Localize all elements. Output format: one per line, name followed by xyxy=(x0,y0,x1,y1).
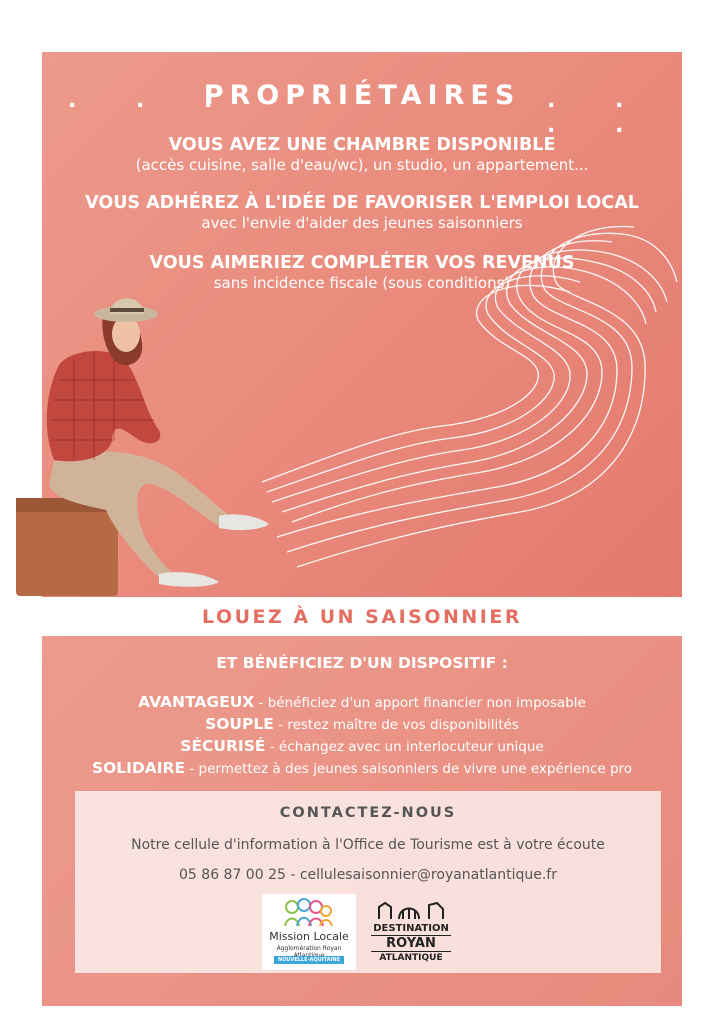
destination-label: DESTINATION xyxy=(373,923,449,934)
benefit-item xyxy=(42,692,682,714)
benefit-key: AVANTAGEUX xyxy=(138,693,255,711)
bottom-panel xyxy=(42,636,682,1006)
atlantique-label: ATLANTIQUE xyxy=(379,953,443,963)
decorative-dots-right: . . . . xyxy=(547,88,650,138)
traveller-illustration xyxy=(14,280,284,598)
region-badge: NOUVELLE-AQUITAINE xyxy=(274,956,344,964)
people-icon xyxy=(282,898,336,928)
contact-box xyxy=(75,791,661,973)
mission-locale-subtitle: Agglomération Royan xyxy=(276,945,342,952)
contact-description: Notre cellule d'information à l'Office de Tourisme est à votre écoute xyxy=(131,837,605,853)
royan-emblem-icon xyxy=(375,899,447,921)
benefits-list xyxy=(42,692,682,780)
offer-block-room xyxy=(42,134,682,175)
benefit-text: - restez maître de vos disponibilités xyxy=(273,717,519,733)
decorative-dots-left: . . . xyxy=(68,88,239,113)
destination-royan-logo xyxy=(371,899,451,969)
offer-detail: (accès cuisine, salle d'eau/wc), un studio, un appartement... xyxy=(135,156,589,174)
offer-detail: sans incidence fiscale (sous conditions) xyxy=(213,274,511,292)
royan-label: ROYAN xyxy=(371,935,451,952)
offer-block-local-employment xyxy=(42,192,682,233)
benefit-item xyxy=(42,736,682,758)
page-title: PROPRIÉTAIRES xyxy=(203,80,521,111)
offer-heading: VOUS ADHÉREZ À L'IDÉE DE FAVORISER L'EMPLOI LOCAL xyxy=(85,193,639,213)
mission-locale-logo xyxy=(262,894,356,970)
benefit-key: SOUPLE xyxy=(205,715,274,733)
contact-phone-email[interactable]: 05 86 87 00 25 - cellulesaisonnier@royanatlantique.fr xyxy=(179,867,557,883)
suitcase-icon xyxy=(16,498,118,596)
benefit-key: SOLIDAIRE xyxy=(91,759,186,777)
contact-title: CONTACTEZ-NOUS xyxy=(279,805,457,821)
benefit-text: - échangez avec un interlocuteur unique xyxy=(265,739,544,755)
benefits-heading: ET BÉNÉFICIEZ D'UN DISPOSITIF : xyxy=(216,654,508,672)
offer-heading: VOUS AVEZ UNE CHAMBRE DISPONIBLE xyxy=(168,135,556,155)
benefit-key: SÉCURISÉ xyxy=(180,737,266,755)
banner-title: LOUEZ À UN SAISONNIER xyxy=(202,606,522,628)
offer-detail: avec l'envie d'aider des jeunes saisonniers xyxy=(201,214,523,232)
offer-heading: VOUS AIMERIEZ COMPLÉTER VOS REVENUS xyxy=(149,253,575,273)
benefit-item xyxy=(42,714,682,736)
benefit-text: - bénéficiez d'un apport financier non imposable xyxy=(254,695,586,711)
benefit-item xyxy=(42,758,682,780)
benefit-text: - permettez à des jeunes saisonniers de vivre une expérience pro xyxy=(185,761,633,777)
mission-locale-title: Mission Locale xyxy=(269,930,349,943)
